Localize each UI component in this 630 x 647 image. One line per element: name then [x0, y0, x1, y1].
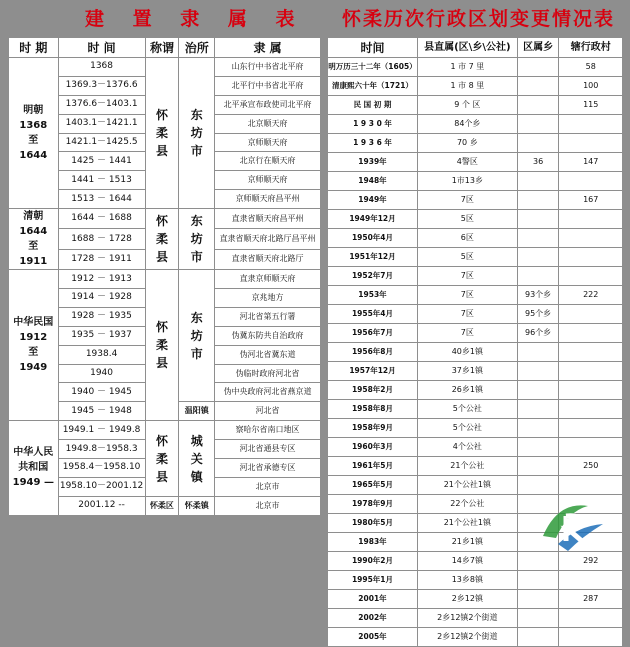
- direct-units-cell: 5个公社: [417, 419, 517, 438]
- seat-cell: 怀柔镇: [179, 496, 215, 515]
- seat-cell: 东 坊 市: [179, 58, 215, 209]
- table-row: [328, 248, 623, 267]
- name-cell: 怀 柔 县: [145, 270, 179, 421]
- villages-cell: [559, 628, 623, 647]
- table-row: [328, 96, 623, 115]
- date-cell: 1949年: [328, 191, 418, 210]
- header-name: 称谓: [145, 38, 179, 58]
- affiliation-cell: 河北省承德专区: [215, 459, 321, 478]
- time-cell: 1376.6－1403.1: [58, 95, 145, 114]
- date-cell: 1978年9月: [328, 495, 418, 514]
- district-towns-cell: 93个乡: [517, 286, 559, 305]
- time-cell: 1688 － 1728: [58, 229, 145, 249]
- date-cell: 1980年5月: [328, 514, 418, 533]
- time-cell: 1912 － 1913: [58, 270, 145, 289]
- date-cell: 清康熙六十年（1721）: [328, 77, 418, 96]
- table-row: [328, 153, 623, 172]
- seat-cell: 东 坊 市: [179, 209, 215, 270]
- direct-units-cell: 5个公社: [417, 400, 517, 419]
- villages-cell: 250: [559, 457, 623, 476]
- date-cell: 1960年3月: [328, 438, 418, 457]
- date-cell: 1955年4月: [328, 305, 418, 324]
- district-towns-cell: [517, 210, 559, 229]
- period-cell: 明朝 1368 至 1644: [9, 58, 59, 209]
- direct-units-cell: 2乡12镇: [417, 590, 517, 609]
- affiliation-cell: 北京市: [215, 496, 321, 515]
- name-cell: 怀 柔 县: [145, 421, 179, 497]
- villages-cell: 167: [559, 191, 623, 210]
- table-row: [328, 229, 623, 248]
- villages-cell: [559, 571, 623, 590]
- affiliation-cell: 察哈尔省南口地区: [215, 421, 321, 440]
- district-towns-cell: [517, 419, 559, 438]
- villages-cell: [559, 248, 623, 267]
- villages-cell: [559, 115, 623, 134]
- direct-units-cell: 70 乡: [417, 134, 517, 153]
- villages-cell: 287: [559, 590, 623, 609]
- table-row: [328, 438, 623, 457]
- header-period: 时 期: [9, 38, 59, 58]
- direct-units-cell: 21个公社1镇: [417, 514, 517, 533]
- seat-cell: 东 坊 市: [179, 270, 215, 402]
- date-cell: 1 9 3 0 年: [328, 115, 418, 134]
- direct-units-cell: 1 市 8 里: [417, 77, 517, 96]
- affiliation-cell: 京师顺天府: [215, 133, 321, 152]
- table-row: [9, 209, 321, 229]
- affiliation-cell: 直隶省顺天府北路厅昌平州: [215, 229, 321, 249]
- direct-units-cell: 7区: [417, 305, 517, 324]
- affiliation-cell: 直隶省顺天府北路厅: [215, 249, 321, 269]
- header-affiliation: 隶 属: [215, 38, 321, 58]
- villages-cell: [559, 362, 623, 381]
- time-cell: 1938.4: [58, 345, 145, 364]
- time-cell: 1945 － 1948: [58, 402, 145, 421]
- time-cell: 1644 － 1688: [58, 209, 145, 229]
- seat-cell: 城 关 镇: [179, 421, 215, 497]
- time-cell: 2001.12 --: [58, 496, 145, 515]
- district-towns-cell: [517, 571, 559, 590]
- district-towns-cell: [517, 476, 559, 495]
- header-date: 时间: [328, 38, 418, 58]
- villages-cell: 100: [559, 77, 623, 96]
- table-row: [328, 571, 623, 590]
- date-cell: 1950年4月: [328, 229, 418, 248]
- watermark-signature: 北京 · 怀柔: [535, 560, 580, 570]
- villages-cell: [559, 438, 623, 457]
- name-cell: 怀 柔 县: [145, 209, 179, 270]
- villages-cell: [559, 343, 623, 362]
- date-cell: 1995年1月: [328, 571, 418, 590]
- table-row: [328, 267, 623, 286]
- name-cell: 怀 柔 县: [145, 58, 179, 209]
- affiliation-cell: 直隶京师顺天府: [215, 270, 321, 289]
- direct-units-cell: 14乡7镇: [417, 552, 517, 571]
- direct-units-cell: 22个公社: [417, 495, 517, 514]
- district-towns-cell: [517, 457, 559, 476]
- date-cell: 2005年: [328, 628, 418, 647]
- direct-units-cell: 40乡1镇: [417, 343, 517, 362]
- name-cell: 怀柔区: [145, 496, 179, 515]
- table-row: [328, 381, 623, 400]
- time-cell: 1958.4－1958.10: [58, 459, 145, 478]
- table-row: [9, 270, 321, 289]
- direct-units-cell: 1 市 7 里: [417, 58, 517, 77]
- villages-cell: [559, 324, 623, 343]
- time-cell: 1940: [58, 364, 145, 383]
- table-row: [328, 191, 623, 210]
- district-towns-cell: [517, 191, 559, 210]
- affiliation-cell: 伪冀东防共自治政府: [215, 326, 321, 345]
- affiliation-cell: 北京顺天府: [215, 114, 321, 133]
- affiliation-cell: 河北省通县专区: [215, 440, 321, 459]
- direct-units-cell: 2乡12镇2个街道: [417, 628, 517, 647]
- direct-units-cell: 21个公社: [417, 457, 517, 476]
- villages-cell: [559, 419, 623, 438]
- district-towns-cell: [517, 134, 559, 153]
- table-row: [328, 457, 623, 476]
- villages-cell: 222: [559, 286, 623, 305]
- affiliation-cell: 北平行中书省北平府: [215, 76, 321, 95]
- time-cell: 1940 － 1945: [58, 383, 145, 402]
- table-row: [328, 419, 623, 438]
- villages-cell: [559, 609, 623, 628]
- left-table-title: 建 置 隶 属 表: [85, 8, 306, 30]
- direct-units-cell: 6区: [417, 229, 517, 248]
- date-cell: 1956年7月: [328, 324, 418, 343]
- table-row: [328, 343, 623, 362]
- date-cell: 1956年8月: [328, 343, 418, 362]
- affiliation-cell: 北平承宣布政使司北平府: [215, 95, 321, 114]
- date-cell: 1983年: [328, 533, 418, 552]
- district-towns-cell: 95个乡: [517, 305, 559, 324]
- table-row: [328, 324, 623, 343]
- direct-units-cell: 37乡1镇: [417, 362, 517, 381]
- villages-cell: [559, 229, 623, 248]
- time-cell: 1403.1－1421.1: [58, 114, 145, 133]
- date-cell: 1952年7月: [328, 267, 418, 286]
- date-cell: 1951年12月: [328, 248, 418, 267]
- affiliation-cell: 伪中央政府河北省燕京道: [215, 383, 321, 402]
- villages-cell: 115: [559, 96, 623, 115]
- table-row: [328, 400, 623, 419]
- time-cell: 1914 － 1928: [58, 289, 145, 308]
- table-row: [328, 628, 623, 647]
- table-row: [328, 58, 623, 77]
- table-row: [328, 77, 623, 96]
- affiliation-cell: 河北省第五行署: [215, 307, 321, 326]
- affiliation-cell: 北京市: [215, 477, 321, 496]
- villages-cell: 147: [559, 153, 623, 172]
- date-cell: 民 国 初 期: [328, 96, 418, 115]
- time-cell: 1928 － 1935: [58, 307, 145, 326]
- villages-cell: [559, 134, 623, 153]
- time-cell: 1425 － 1441: [58, 152, 145, 171]
- direct-units-cell: 21个公社1镇: [417, 476, 517, 495]
- table-row: [9, 421, 321, 440]
- district-towns-cell: [517, 362, 559, 381]
- direct-units-cell: 21乡1镇: [417, 533, 517, 552]
- direct-units-cell: 4警区: [417, 153, 517, 172]
- affiliation-cell: 北京行在顺天府: [215, 152, 321, 171]
- table-row: [328, 286, 623, 305]
- district-towns-cell: [517, 248, 559, 267]
- direct-units-cell: 1市13乡: [417, 172, 517, 191]
- villages-cell: 58: [559, 58, 623, 77]
- date-cell: 明万历三十二年（1605）: [328, 58, 418, 77]
- date-cell: 1948年: [328, 172, 418, 191]
- affiliation-cell: 京兆地方: [215, 289, 321, 308]
- date-cell: 1958年2月: [328, 381, 418, 400]
- direct-units-cell: 5区: [417, 248, 517, 267]
- affiliation-table: [8, 37, 321, 516]
- district-towns-cell: [517, 267, 559, 286]
- district-towns-cell: [517, 628, 559, 647]
- header-direct-units: 县直属(区\乡\公社): [417, 38, 517, 58]
- table-row: [328, 210, 623, 229]
- time-cell: 1368: [58, 58, 145, 77]
- logo-icon: [538, 496, 608, 556]
- time-cell: 1949.1 － 1949.8: [58, 421, 145, 440]
- district-towns-cell: [517, 381, 559, 400]
- villages-cell: [559, 172, 623, 191]
- district-towns-cell: [517, 343, 559, 362]
- direct-units-cell: 5区: [417, 210, 517, 229]
- table-row: [328, 590, 623, 609]
- district-towns-cell: [517, 58, 559, 77]
- direct-units-cell: 13乡8镇: [417, 571, 517, 590]
- affiliation-cell: 京师顺天府: [215, 171, 321, 190]
- district-towns-cell: 96个乡: [517, 324, 559, 343]
- date-cell: 2002年: [328, 609, 418, 628]
- villages-cell: [559, 267, 623, 286]
- header-villages: 辖行政村: [559, 38, 623, 58]
- villages-cell: [559, 400, 623, 419]
- table-row: [328, 115, 623, 134]
- table-row: [328, 305, 623, 324]
- direct-units-cell: 26乡1镇: [417, 381, 517, 400]
- time-cell: 1441 － 1513: [58, 171, 145, 190]
- direct-units-cell: 4个公社: [417, 438, 517, 457]
- time-cell: 1421.1－1425.5: [58, 133, 145, 152]
- date-cell: 1990年2月: [328, 552, 418, 571]
- district-towns-cell: [517, 438, 559, 457]
- affiliation-cell: 伪临时政府河北省: [215, 364, 321, 383]
- direct-units-cell: 7区: [417, 267, 517, 286]
- direct-units-cell: 84个乡: [417, 115, 517, 134]
- district-towns-cell: [517, 400, 559, 419]
- district-towns-cell: [517, 172, 559, 191]
- affiliation-cell: 直隶省顺天府昌平州: [215, 209, 321, 229]
- district-towns-cell: [517, 96, 559, 115]
- villages-cell: [559, 476, 623, 495]
- seat-cell: 温阳镇: [179, 402, 215, 421]
- time-cell: 1728 － 1911: [58, 249, 145, 269]
- district-towns-cell: [517, 77, 559, 96]
- period-cell: 中华人民 共和国 1949 —: [9, 421, 59, 515]
- direct-units-cell: 7区: [417, 286, 517, 305]
- period-cell: 中华民国 1912 至 1949: [9, 270, 59, 421]
- villages-cell: [559, 305, 623, 324]
- time-cell: 1513 － 1644: [58, 190, 145, 209]
- date-cell: 1939年: [328, 153, 418, 172]
- direct-units-cell: 7区: [417, 324, 517, 343]
- villages-cell: [559, 210, 623, 229]
- date-cell: 1957年12月: [328, 362, 418, 381]
- table-row: [328, 134, 623, 153]
- affiliation-cell: 河北省: [215, 402, 321, 421]
- right-table-title: 怀柔历次行政区划变更情况表: [342, 8, 616, 30]
- date-cell: 1 9 3 6 年: [328, 134, 418, 153]
- table-row: [328, 609, 623, 628]
- affiliation-cell: 京师顺天府昌平州: [215, 190, 321, 209]
- header-district-towns: 区属乡: [517, 38, 559, 58]
- district-towns-cell: [517, 115, 559, 134]
- table-row: [328, 362, 623, 381]
- district-towns-cell: [517, 609, 559, 628]
- date-cell: 2001年: [328, 590, 418, 609]
- date-cell: 1958年9月: [328, 419, 418, 438]
- time-cell: 1935 － 1937: [58, 326, 145, 345]
- date-cell: 1958年8月: [328, 400, 418, 419]
- affiliation-cell: 伪河北省冀东道: [215, 345, 321, 364]
- table-row: [9, 58, 321, 77]
- period-cell: 清朝 1644 至 1911: [9, 209, 59, 270]
- time-cell: 1958.10－2001.12: [58, 477, 145, 496]
- district-towns-cell: 36: [517, 153, 559, 172]
- date-cell: 1953年: [328, 286, 418, 305]
- direct-units-cell: 2乡12镇2个街道: [417, 609, 517, 628]
- district-towns-cell: [517, 229, 559, 248]
- date-cell: 1961年5月: [328, 457, 418, 476]
- time-cell: 1949.8－1958.3: [58, 440, 145, 459]
- villages-cell: [559, 381, 623, 400]
- header-seat: 治所: [179, 38, 215, 58]
- table-row: [328, 476, 623, 495]
- district-towns-cell: [517, 590, 559, 609]
- villages-cell: 292: [559, 552, 623, 571]
- affiliation-cell: 山东行中书省北平府: [215, 58, 321, 77]
- table-row: [328, 172, 623, 191]
- direct-units-cell: 7区: [417, 191, 517, 210]
- time-cell: 1369.3－1376.6: [58, 76, 145, 95]
- header-time: 时 间: [58, 38, 145, 58]
- date-cell: 1965年5月: [328, 476, 418, 495]
- date-cell: 1949年12月: [328, 210, 418, 229]
- direct-units-cell: 9 个 区: [417, 96, 517, 115]
